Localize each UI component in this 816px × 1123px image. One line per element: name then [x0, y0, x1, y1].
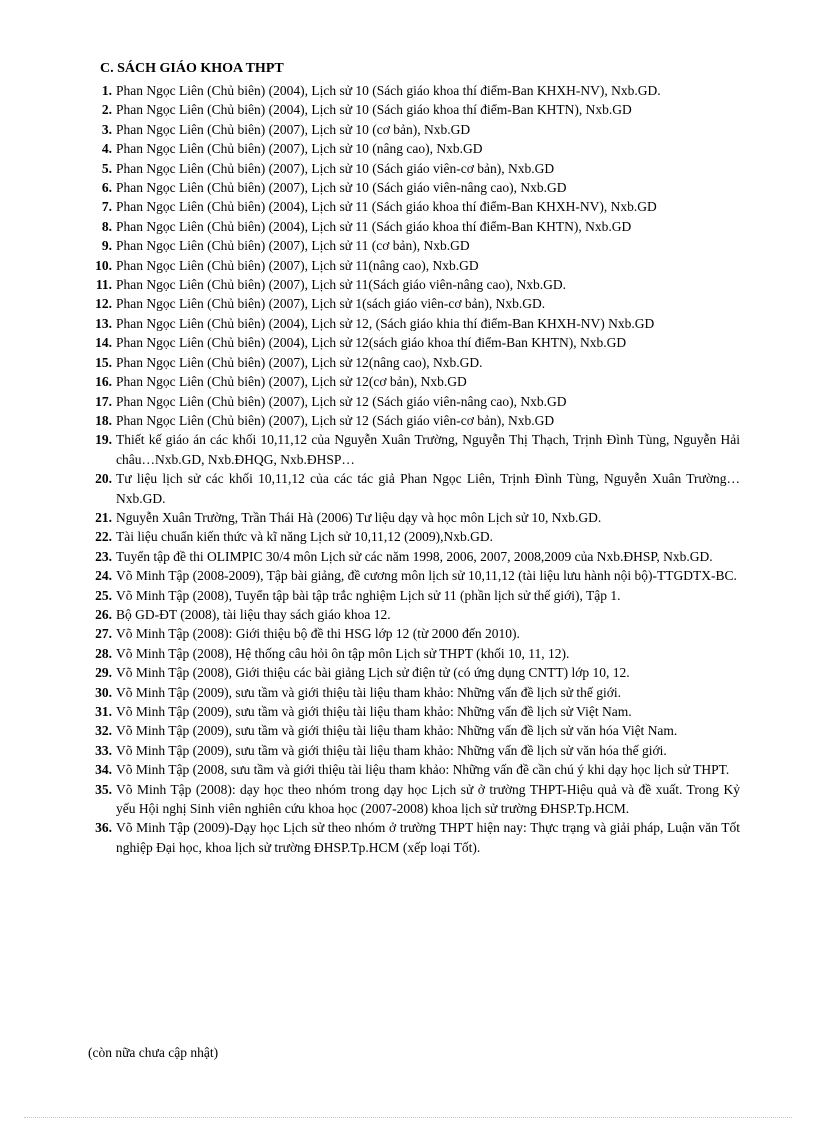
- reference-text: Phan Ngọc Liên (Chủ biên) (2007), Lịch sử 12(cơ bản), Nxb.GD: [116, 374, 467, 390]
- reference-number: 34.: [95, 762, 112, 778]
- reference-number: 33.: [95, 742, 112, 758]
- reference-text: Phan Ngọc Liên (Chủ biên) (2007), Lịch sử 11(nâng cao), Nxb.GD: [116, 257, 479, 273]
- reference-item: [88, 430, 740, 469]
- reference-number: 20.: [95, 471, 112, 487]
- reference-number: 35.: [95, 781, 112, 797]
- reference-text: Nguyễn Xuân Trường, Trần Thái Hà (2006) Tư liệu dạy và học môn Lịch sử 10, Nxb.GD.: [116, 509, 602, 525]
- reference-item: [88, 527, 740, 546]
- reference-item: [88, 333, 740, 352]
- reference-text: Thiết kế giáo án các khối 10,11,12 của Nguyễn Xuân Trường, Nguyễn Thị Thạch, Trịnh Đình Tùng, Nguyễn Hải châu…Nxb.GD, Nxb.ĐHQG, Nxb.ĐHSP…: [116, 432, 740, 467]
- reference-text: Phan Ngọc Liên (Chủ biên) (2004), Lịch sử 10 (Sách giáo khoa thí điểm-Ban KHTN), Nxb.GD: [116, 102, 632, 118]
- reference-item: [88, 100, 740, 119]
- reference-number: 27.: [95, 626, 112, 642]
- reference-number: 4.: [101, 141, 112, 157]
- reference-text: Phan Ngọc Liên (Chủ biên) (2007), Lịch sử 11(Sách giáo viên-nâng cao), Nxb.GD.: [116, 277, 566, 293]
- reference-text: Võ Minh Tập (2009), sưu tầm và giới thiệu tài liệu tham khảo: Những vấn đề lịch sử văn hóa thế giới.: [116, 742, 667, 758]
- reference-text: Phan Ngọc Liên (Chủ biên) (2007), Lịch sử 12 (Sách giáo viên-nâng cao), Nxb.GD: [116, 393, 567, 409]
- reference-number: 23.: [95, 548, 112, 564]
- reference-item: [88, 236, 740, 255]
- reference-text: Võ Minh Tập (2008), Giới thiệu các bài giảng Lịch sử điện tử (có ứng dụng CNTT) lớp 10, 12.: [116, 665, 630, 681]
- reference-item: [88, 197, 740, 216]
- reference-text: Võ Minh Tập (2008), Tuyển tập bài tập trắc nghiệm Lịch sử 11 (phần lịch sử thế giới), Tập 1.: [116, 587, 621, 603]
- reference-item: [88, 469, 740, 508]
- footer-note: (còn nữa chưa cập nhật): [88, 1045, 219, 1060]
- reference-text: Võ Minh Tập (2009), sưu tầm và giới thiệu tài liệu tham khảo: Những vấn đề lịch sử Việt Nam.: [116, 704, 632, 719]
- reference-number: 26.: [95, 606, 112, 622]
- reference-number: 28.: [95, 645, 112, 661]
- reference-text: Võ Minh Tập (2008), Hệ thống câu hỏi ôn tập môn Lịch sử THPT (khối 10, 11, 12).: [116, 645, 570, 661]
- reference-item: [88, 159, 740, 178]
- reference-number: 11.: [95, 277, 112, 293]
- reference-text: Võ Minh Tập (2008): Giới thiệu bộ đề thi HSG lớp 12 (từ 2000 đến 2010).: [116, 626, 520, 642]
- reference-number: 24.: [95, 568, 112, 584]
- reference-item: [88, 314, 740, 333]
- reference-text: Bộ GD-ĐT (2008), tài liệu thay sách giáo khoa 12.: [116, 606, 391, 622]
- reference-text: Võ Minh Tập (2009), sưu tầm và giới thiệu tài liệu tham khảo: Những vấn đề lịch sử thế giới.: [116, 684, 622, 700]
- reference-item: [88, 217, 740, 236]
- reference-text: Tư liệu lịch sử các khối 10,11,12 của các tác giả Phan Ngọc Liên, Trịnh Đình Tùng, Nguyễn Xuân Trường…Nxb.GD.: [116, 471, 740, 506]
- reference-item: [88, 256, 740, 275]
- reference-text: Phan Ngọc Liên (Chủ biên) (2004), Lịch sử 11 (Sách giáo khoa thí điểm-Ban KHXH-NV), Nxb.GD: [116, 199, 657, 215]
- reference-text: Võ Minh Tập (2008): dạy học theo nhóm trong dạy học Lịch sử ở trường THPT-Hiệu quả và đề xuất. Trong Kỷ yếu Hội nghị Sinh viên nghiên cứu khoa học (2007-2008) khoa lịch sử trường ĐHSP.Tp.HCM.: [116, 781, 740, 817]
- reference-item: [88, 586, 740, 605]
- reference-number: 22.: [95, 529, 112, 545]
- reference-number: 14.: [95, 335, 112, 351]
- reference-item: [88, 702, 740, 721]
- reference-number: 13.: [95, 315, 112, 331]
- reference-item: [88, 605, 740, 624]
- reference-text: Phan Ngọc Liên (Chủ biên) (2004), Lịch sử 12(sách giáo khoa thí điểm-Ban KHTN), Nxb.GD: [116, 335, 627, 351]
- reference-item: [88, 392, 740, 411]
- reference-item: [88, 275, 740, 294]
- reference-text: Phan Ngọc Liên (Chủ biên) (2007), Lịch sử 10 (Sách giáo viên-nâng cao), Nxb.GD: [116, 180, 567, 196]
- reference-text: Phan Ngọc Liên (Chủ biên) (2007), Lịch sử 12(nâng cao), Nxb.GD.: [116, 354, 483, 370]
- reference-text: Phan Ngọc Liên (Chủ biên) (2004), Lịch sử 12, (Sách giáo khia thí điểm-Ban KHXH-NV) Nxb.GD: [116, 315, 655, 331]
- reference-list: [88, 81, 740, 857]
- reference-number: 12.: [95, 296, 112, 312]
- reference-text: Phan Ngọc Liên (Chủ biên) (2007), Lịch sử 12 (Sách giáo viên-cơ bản), Nxb.GD: [116, 412, 555, 428]
- reference-text: Phan Ngọc Liên (Chủ biên) (2007), Lịch sử 11 (cơ bản), Nxb.GD: [116, 238, 470, 254]
- reference-number: 21.: [95, 509, 112, 525]
- reference-text: Phan Ngọc Liên (Chủ biên) (2004), Lịch sử 11 (Sách giáo khoa thí điểm-Ban KHTN), Nxb.GD: [116, 218, 632, 234]
- reference-number: 9.: [101, 238, 112, 254]
- reference-item: [88, 566, 740, 585]
- reference-number: 30.: [95, 684, 112, 700]
- reference-item: [88, 818, 740, 857]
- reference-text: Võ Minh Tập (2008, sưu tầm và giới thiệu tài liệu tham khảo: Những vấn đề cần chú ý khi dạy học lịch sử THPT.: [116, 762, 730, 778]
- reference-text: Võ Minh Tập (2009), sưu tầm và giới thiệu tài liệu tham khảo: Những vấn đề lịch sử văn hóa Việt Nam.: [116, 723, 678, 739]
- reference-item: [88, 721, 740, 740]
- reference-item: [88, 178, 740, 197]
- reference-number: 15.: [95, 354, 112, 370]
- reference-text: Phan Ngọc Liên (Chủ biên) (2007), Lịch sử 10 (cơ bản), Nxb.GD: [116, 121, 471, 137]
- reference-number: 16.: [95, 374, 112, 390]
- reference-item: [88, 508, 740, 527]
- reference-number: 29.: [95, 665, 112, 681]
- reference-item: [88, 683, 740, 702]
- section-title: C. SÁCH GIÁO KHOA THPT: [100, 61, 284, 76]
- reference-number: 17.: [95, 393, 112, 409]
- reference-number: 1.: [101, 83, 112, 98]
- reference-text: Võ Minh Tập (2009)-Dạy học Lịch sử theo nhóm ở trường THPT hiện nay: Thực trạng và giải pháp, Luận văn Tốt nghiệp Đại học, khoa lịch sử trường ĐHSP.Tp.HCM (xếp loại Tốt).: [116, 820, 740, 855]
- reference-text: Võ Minh Tập (2008-2009), Tập bài giảng, đề cương môn lịch sử 10,11,12 (tài liệu lưu hành nội bộ)-TTGDTX-BC.: [116, 568, 737, 584]
- reference-item: [88, 644, 740, 663]
- reference-item: [88, 663, 740, 682]
- reference-number: 25.: [95, 587, 112, 603]
- reference-item: [88, 780, 740, 819]
- reference-number: 7.: [101, 199, 112, 215]
- reference-item: [88, 294, 740, 313]
- reference-number: 31.: [95, 704, 112, 719]
- reference-item: [88, 372, 740, 391]
- reference-number: 36.: [95, 820, 112, 836]
- reference-number: 6.: [101, 180, 112, 196]
- reference-item: [88, 353, 740, 372]
- reference-number: 8.: [101, 218, 112, 234]
- reference-text: Tài liệu chuẩn kiến thức và kĩ năng Lịch sử 10,11,12 (2009),Nxb.GD.: [116, 529, 494, 545]
- reference-number: 5.: [101, 160, 112, 176]
- reference-text: Phan Ngọc Liên (Chủ biên) (2004), Lịch sử 10 (Sách giáo khoa thí điểm-Ban KHXH-NV), Nxb.GD.: [116, 83, 661, 98]
- reference-item: [88, 760, 740, 779]
- reference-number: 2.: [101, 102, 112, 118]
- reference-text: Tuyển tập đề thi OLIMPIC 30/4 môn Lịch sử các năm 1998, 2006, 2007, 2008,2009 của Nxb.ĐHSP, Nxb.GD.: [116, 548, 713, 564]
- page-bottom-rule: [24, 1117, 792, 1118]
- reference-item: [88, 81, 740, 100]
- reference-number: 19.: [95, 432, 112, 448]
- reference-text: Phan Ngọc Liên (Chủ biên) (2007), Lịch sử 10 (Sách giáo viên-cơ bản), Nxb.GD: [116, 160, 555, 176]
- reference-number: 32.: [95, 723, 112, 739]
- reference-item: [88, 741, 740, 760]
- reference-item: [88, 411, 740, 430]
- reference-number: 18.: [95, 412, 112, 428]
- reference-item: [88, 139, 740, 158]
- reference-text: Phan Ngọc Liên (Chủ biên) (2007), Lịch sử 1(sách giáo viên-cơ bản), Nxb.GD.: [116, 296, 546, 312]
- reference-item: [88, 120, 740, 139]
- reference-number: 10.: [95, 257, 112, 273]
- reference-item: [88, 547, 740, 566]
- reference-number: 3.: [101, 121, 112, 137]
- reference-item: [88, 624, 740, 643]
- reference-text: Phan Ngọc Liên (Chủ biên) (2007), Lịch sử 10 (nâng cao), Nxb.GD: [116, 141, 483, 157]
